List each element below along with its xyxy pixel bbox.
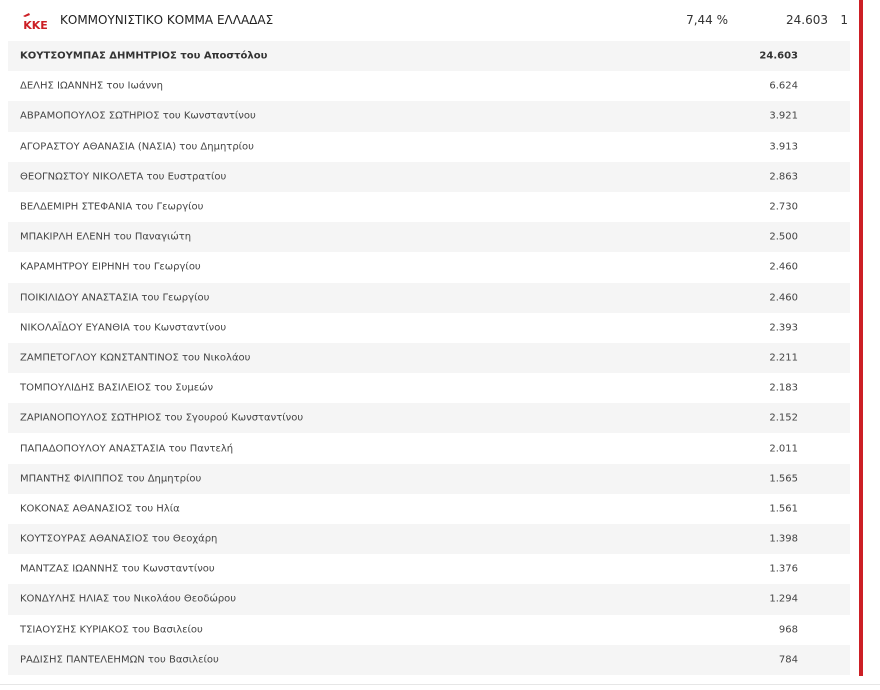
- party-seats: 1: [840, 13, 848, 27]
- candidate-name: ΤΟΜΠΟΥΛΙΔΗΣ ΒΑΣΙΛΕΙΟΣ του Συμεών: [20, 382, 214, 394]
- candidate-name: ΚΟΝΔΥΛΗΣ ΗΛΙΑΣ του Νικολάου Θεοδώρου: [20, 593, 237, 605]
- party-color-bar: [859, 0, 863, 676]
- candidate-list: [8, 41, 858, 675]
- candidate-row[interactable]: [8, 554, 850, 584]
- candidate-votes: 1.565: [769, 473, 798, 485]
- candidate-votes: 2.500: [769, 231, 798, 243]
- candidate-votes: 2.152: [769, 412, 798, 424]
- candidate-name: ΑΓΟΡΑΣΤΟΥ ΑΘΑΝΑΣΙΑ (ΝΑΣΙΑ) του Δημητρίου: [20, 141, 254, 153]
- candidate-name: ΖΑΡΙΑΝΟΠΟΥΛΟΣ ΣΩΤΗΡΙΟΣ του Σγουρού Κωνσταντίνου: [20, 412, 304, 424]
- candidate-votes: 2.211: [769, 352, 798, 364]
- candidate-row[interactable]: [8, 373, 850, 403]
- candidate-name: ΖΑΜΠΕΤΟΓΛΟΥ ΚΩΝΣΤΑΝΤΙΝΟΣ του Νικολάου: [20, 352, 251, 364]
- candidate-row[interactable]: [8, 464, 850, 494]
- candidate-votes: 3.913: [769, 141, 798, 153]
- bottom-divider: [0, 684, 880, 685]
- kke-logo-icon: [20, 11, 51, 32]
- candidate-row[interactable]: [8, 403, 850, 433]
- candidate-votes: 1.376: [769, 563, 798, 575]
- candidate-votes: 2.011: [769, 443, 798, 455]
- candidate-row[interactable]: [8, 645, 850, 675]
- party-votes: 24.603: [786, 13, 828, 27]
- candidate-row[interactable]: [8, 283, 850, 313]
- candidate-votes: 3.921: [769, 110, 798, 122]
- candidate-row[interactable]: [8, 162, 850, 192]
- candidate-row[interactable]: [8, 71, 850, 101]
- candidate-row[interactable]: [8, 101, 850, 131]
- candidate-name: ΠΟΙΚΙΛΙΔΟΥ ΑΝΑΣΤΑΣΙΑ του Γεωργίου: [20, 292, 210, 304]
- candidate-name: ΑΒΡΑΜΟΠΟΥΛΟΣ ΣΩΤΗΡΙΟΣ του Κωνσταντίνου: [20, 110, 256, 122]
- candidate-name: ΜΑΝΤΖΑΣ ΙΩΑΝΝΗΣ του Κωνσταντίνου: [20, 563, 215, 575]
- party-header-row[interactable]: [8, 0, 858, 41]
- candidate-name: ΡΑΔΙΣΗΣ ΠΑΝΤΕΛΕΗΜΩΝ του Βασιλείου: [20, 654, 219, 666]
- candidate-votes: 24.603: [759, 50, 798, 62]
- candidate-name: ΚΑΡΑΜΗΤΡΟΥ ΕΙΡΗΝΗ του Γεωργίου: [20, 261, 201, 273]
- candidate-votes: 1.294: [769, 593, 798, 605]
- results-panel: [8, 0, 858, 680]
- party-name: ΚΟΜΜΟΥΝΙΣΤΙΚΟ ΚΟΜΜΑ ΕΛΛΑΔΑΣ: [60, 13, 274, 27]
- candidate-votes: 784: [778, 654, 798, 666]
- candidate-name: ΚΟΥΤΣΟΥΡΑΣ ΑΘΑΝΑΣΙΟΣ του Θεοχάρη: [20, 533, 218, 545]
- candidate-votes: 968: [778, 624, 798, 636]
- candidate-votes: 2.393: [769, 322, 798, 334]
- candidate-votes: 1.561: [769, 503, 798, 515]
- candidate-name: ΔΕΛΗΣ ΙΩΑΝΝΗΣ του Ιωάννη: [20, 80, 163, 92]
- candidate-row[interactable]: [8, 494, 850, 524]
- candidate-name: ΝΙΚΟΛΑΪΔΟΥ ΕΥΑΝΘΙΑ του Κωνσταντίνου: [20, 322, 227, 334]
- candidate-row[interactable]: [8, 433, 850, 463]
- candidate-row[interactable]: [8, 524, 850, 554]
- candidate-votes: 2.460: [769, 261, 798, 273]
- candidate-name: ΜΠΑΚΙΡΛΗ ΕΛΕΝΗ του Παναγιώτη: [20, 231, 192, 243]
- candidate-votes: 2.730: [769, 201, 798, 213]
- candidate-votes: 2.183: [769, 382, 798, 394]
- candidate-name: ΘΕΟΓΝΩΣΤΟΥ ΝΙΚΟΛΕΤΑ του Ευστρατίου: [20, 171, 227, 183]
- candidate-votes: 2.863: [769, 171, 798, 183]
- candidate-row[interactable]: [8, 41, 850, 71]
- party-percentage: 7,44 %: [686, 13, 728, 27]
- candidate-name: ΠΑΠΑΔΟΠΟΥΛΟΥ ΑΝΑΣΤΑΣΙΑ του Παντελή: [20, 443, 234, 455]
- candidate-row[interactable]: [8, 343, 850, 373]
- candidate-row[interactable]: [8, 615, 850, 645]
- candidate-votes: 1.398: [769, 533, 798, 545]
- candidate-row[interactable]: [8, 192, 850, 222]
- candidate-row[interactable]: [8, 222, 850, 252]
- logo-text: KKE: [23, 19, 48, 32]
- candidate-votes: 2.460: [769, 292, 798, 304]
- candidate-row[interactable]: [8, 132, 850, 162]
- candidate-row[interactable]: [8, 313, 850, 343]
- candidate-votes: 6.624: [769, 80, 798, 92]
- candidate-name: ΚΟΚΟΝΑΣ ΑΘΑΝΑΣΙΟΣ του Ηλία: [20, 503, 180, 515]
- candidate-name: ΤΣΙΑΟΥΣΗΣ ΚΥΡΙΑΚΟΣ του Βασιλείου: [20, 624, 203, 636]
- candidate-name: ΒΕΛΔΕΜΙΡΗ ΣΤΕΦΑΝΙΑ του Γεωργίου: [20, 201, 204, 213]
- candidate-row[interactable]: [8, 252, 850, 282]
- candidate-row[interactable]: [8, 584, 850, 614]
- candidate-name: ΜΠΑΝΤΗΣ ΦΙΛΙΠΠΟΣ του Δημητρίου: [20, 473, 202, 485]
- candidate-name: ΚΟΥΤΣΟΥΜΠΑΣ ΔΗΜΗΤΡΙΟΣ του Αποστόλου: [20, 50, 268, 62]
